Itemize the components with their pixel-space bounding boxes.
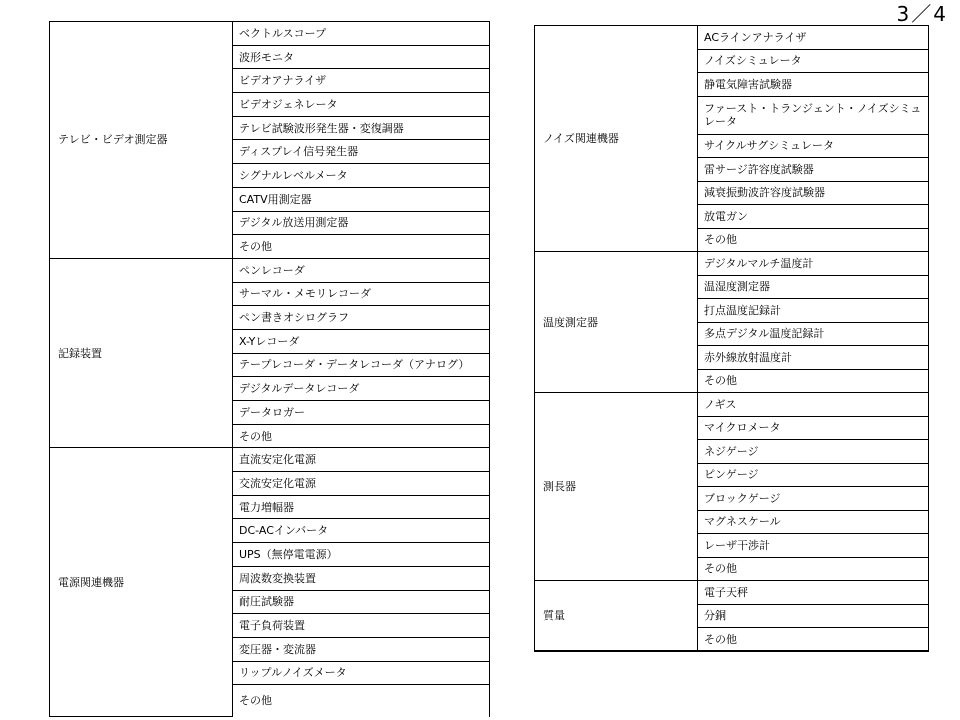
item-cell: DC-ACインバータ [233,519,490,543]
table-row [50,448,490,472]
item-cell: ディスプレイ信号発生器 [233,140,490,164]
item-cell: その他 [233,424,490,448]
item-cell: 耐圧試験器 [233,590,490,614]
item-cell: ACラインアナライザ [698,26,929,50]
item-cell: リップルノイズメータ [233,661,490,685]
item-cell: 変圧器・変流器 [233,637,490,661]
item-cell: その他 [233,685,490,717]
table-row [535,252,929,276]
item-cell: 分銅 [698,604,929,628]
item-cell: 波形モニタ [233,45,490,69]
item-cell: その他 [698,228,929,252]
item-cell: デジタルデータレコーダ [233,377,490,401]
item-cell: ネジゲージ [698,440,929,464]
left-table-body [50,22,490,717]
item-cell: 赤外線放射温度計 [698,346,929,370]
item-cell: データロガー [233,401,490,425]
item-cell: CATV用測定器 [233,187,490,211]
item-cell: 打点温度記録計 [698,299,929,323]
item-cell: 周波数変換装置 [233,566,490,590]
item-cell: ノイズシミュレータ [698,49,929,73]
item-cell: ビデオアナライザ [233,69,490,93]
item-cell: 電力増幅器 [233,495,490,519]
category-cell: 記録装置 [50,258,233,448]
item-cell: その他 [698,369,929,393]
item-cell: 減衰振動波許容度試験器 [698,181,929,205]
category-cell: ノイズ関連機器 [535,26,698,252]
item-cell: 雷サージ許容度試験器 [698,158,929,182]
item-cell: デジタルマルチ温度計 [698,252,929,276]
table-row [535,26,929,50]
item-cell: X-Yレコーダ [233,329,490,353]
item-cell: ノギス [698,393,929,417]
item-cell: 交流安定化電源 [233,472,490,496]
category-cell: 温度測定器 [535,252,698,393]
item-cell: 放電ガン [698,205,929,229]
item-cell: ペン書きオシログラフ [233,306,490,330]
item-cell: デジタル放送用測定器 [233,211,490,235]
item-cell: 静電気障害試験器 [698,73,929,97]
page-number: 3／4 [896,2,948,26]
item-cell: テレビ試験波形発生器・変復調器 [233,116,490,140]
item-cell: その他 [233,235,490,259]
table-row [50,22,490,46]
equipment-table-right [534,25,929,652]
item-cell: ペンレコーダ [233,258,490,282]
item-cell: ビデオジェネレータ [233,93,490,117]
item-cell: ピンゲージ [698,463,929,487]
category-cell: テレビ・ビデオ測定器 [50,22,233,259]
item-cell: 多点デジタル温度記録計 [698,322,929,346]
right-table-body [535,26,929,652]
item-cell: 温湿度測定器 [698,275,929,299]
item-cell: UPS（無停電電源） [233,543,490,567]
item-cell: 電子負荷装置 [233,614,490,638]
item-cell: レーザ干渉計 [698,534,929,558]
category-cell: 質量 [535,581,698,652]
equipment-table-left [49,21,490,717]
item-cell: 直流安定化電源 [233,448,490,472]
item-cell: ファースト・トランジェント・ノイズシミュレータ [698,96,929,134]
item-cell: ブロックゲージ [698,487,929,511]
category-cell: 電源関連機器 [50,448,233,717]
item-cell: テープレコーダ・データレコーダ（アナログ） [233,353,490,377]
table-row [535,393,929,417]
table-row [50,258,490,282]
item-cell: サイクルサグシミュレータ [698,134,929,158]
category-cell: 測長器 [535,393,698,581]
table-row [535,581,929,605]
item-cell: シグナルレベルメータ [233,164,490,188]
item-cell: マグネスケール [698,510,929,534]
item-cell: サーマル・メモリレコーダ [233,282,490,306]
item-cell: その他 [698,557,929,581]
item-cell: マイクロメータ [698,416,929,440]
item-cell: 電子天秤 [698,581,929,605]
item-cell: その他 [698,628,929,652]
item-cell: ベクトルスコープ [233,22,490,46]
